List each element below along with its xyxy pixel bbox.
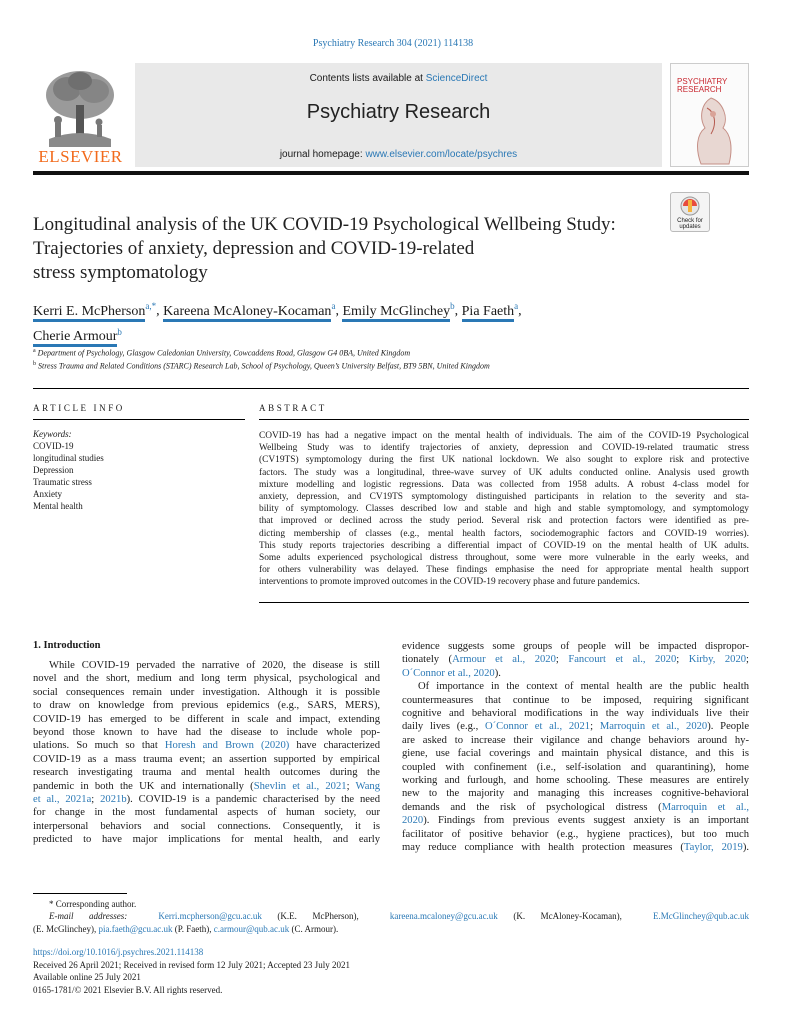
email-addresses-cont: (E. McGlinchey), pia.faeth@gcu.ac.uk (P. Faeth), c.armour@qub.ac.uk (C. Armour).: [33, 923, 339, 934]
text-segment: may reduce compliance with health protection measures (: [402, 842, 684, 854]
text-line: [33, 806, 380, 819]
text-segment: evidence suggests some groups of people will be impacted dispropor-: [402, 641, 749, 652]
text-segment: for change in the most fundamental aspects of human society, our: [33, 807, 380, 819]
available-online: Available online 25 July 2021: [33, 972, 141, 982]
publisher-name: ELSEVIER: [38, 147, 123, 166]
citation-link[interactable]: Horesh and Brown (2020): [164, 740, 290, 752]
journal-reference[interactable]: Psychiatry Research 304 (2021) 114138: [312, 38, 474, 49]
text-segment: ).: [494, 667, 501, 679]
citation-link[interactable]: Fancourt et al., 2020: [568, 654, 677, 666]
text-segment: ).: [742, 842, 749, 854]
text-segment: ;: [590, 721, 600, 733]
keyword: Anxiety: [33, 489, 62, 499]
abstract-text: [259, 430, 749, 589]
author-affiliation-marker[interactable]: a: [514, 301, 519, 311]
sciencedirect-link[interactable]: ScienceDirect: [425, 73, 488, 84]
title-line: Longitudinal analysis of the UK COVID-19 Psychological Wellbeing Study:: [33, 214, 616, 235]
text-line: [402, 734, 749, 747]
text-line: [33, 699, 380, 712]
text-line: [33, 686, 380, 699]
text-segment: giene, use facial coverings and maintain physical distance, and this is: [402, 748, 749, 760]
text-line: [402, 707, 749, 720]
text-segment: coupled with confinement (i.e., self-isolation and quarantining), home: [402, 761, 749, 773]
text-segment: new to the majority and managing this increases cognitive-behavioral: [402, 788, 749, 800]
email-addresses: E-mail addresses: Kerri.mcpherson@gcu.ac.uk (K.E. McPherson), kareena.mcaloney@gcu.ac.uk (K. McAloney-Kocaman), E.McGlinchey@qub.ac.uk: [49, 911, 750, 922]
author-affiliation-marker[interactable]: a,*: [145, 301, 157, 311]
body-column-left: [33, 659, 380, 847]
abstract-line: (CV19TS) symptomology during the first UK national lockdown. We also sought to explore risk and protective: [259, 455, 749, 466]
text-line: [402, 747, 749, 760]
text-line: [402, 814, 749, 827]
text-segment: facilitator of positive behavior (e.g., hygiene practices), but too much: [402, 828, 749, 840]
citation-link[interactable]: Wang: [355, 780, 380, 792]
text-line: [402, 774, 749, 787]
text-line: [402, 761, 749, 774]
text-segment: beyond those known to have had the disease to include whole pop-: [33, 727, 380, 739]
citation-link[interactable]: Shevlin et al., 2021: [253, 780, 347, 792]
publication-info: [33, 946, 749, 996]
text-line: [33, 739, 380, 752]
text-segment: have characterized: [289, 740, 381, 752]
elsevier-tree-icon: [39, 67, 121, 147]
keyword: Traumatic stress: [33, 477, 92, 487]
text-line: [33, 672, 380, 685]
text-segment: While COVID-19 pervaded the narrative of 2020, the disease is still: [49, 660, 380, 671]
author-list: Kerri E. McPherson$^{a,*}$, Kareena McAloney-Kocaman$^a$, Emily McGlinchey$^b$, Pia Faeth$^a$, Cherie Armour$^b$: [33, 296, 723, 347]
citation-link[interactable]: 2021b: [100, 794, 127, 806]
divider: [33, 419, 245, 420]
text-line: [402, 841, 749, 854]
abstract-line: factors. The study was a longitudinal, three-wave survey of UK adults conducted online. Analysis used growth: [259, 467, 749, 478]
abstract-line: anxiety, depression, and CV19TS symptomology distinguished participants in relation to the severity and sta-: [259, 492, 749, 503]
text-line: [402, 787, 749, 800]
keyword: longitudinal studies: [33, 453, 104, 463]
text-line: [402, 694, 749, 707]
citation-link[interactable]: Armour et al., 2020: [452, 654, 556, 666]
citation-link[interactable]: O´Connor et al., 2021: [485, 721, 591, 733]
text-segment: research investigating trauma and mental health outcomes during the: [33, 767, 380, 779]
email-link[interactable]: E.McGlinchey@qub.ac.uk: [653, 911, 750, 922]
abstract-line: Wellbeing Study was to identify trajectories of anxiety, depression and COVID-19-related traumatic stress: [259, 443, 749, 454]
text-line: [402, 828, 749, 841]
text-line: [402, 667, 749, 680]
footnote-divider: [33, 893, 127, 894]
cover-illustration: [671, 94, 749, 167]
text-line: [33, 766, 380, 779]
keyword: Depression: [33, 465, 74, 475]
email-link[interactable]: kareena.mcaloney@gcu.ac.uk: [389, 911, 498, 922]
text-line: [402, 720, 749, 733]
crossmark-label: Check for updates: [677, 218, 703, 230]
section-heading-introduction: 1. Introduction: [33, 640, 101, 651]
title-line: stress symptomatology: [33, 262, 208, 283]
corresponding-author-note: * Corresponding author.: [49, 899, 137, 909]
abstract-heading: ABSTRACT: [259, 403, 327, 413]
text-line: [33, 659, 380, 672]
text-line: [33, 753, 380, 766]
email-link[interactable]: pia.faeth@gcu.ac.uk: [98, 923, 173, 934]
text-segment: countermeasures that continue to be imposed, requiring significant: [402, 694, 749, 706]
article-title: [33, 213, 663, 285]
text-segment: ;: [676, 654, 689, 666]
abstract-line: that improved or declined across the study period. Several risk and protection factors were identified as pre-: [259, 516, 749, 527]
author-name[interactable]: Kerri E. McPherson: [33, 304, 145, 322]
title-line: Trajectories of anxiety, depression and COVID-19-related: [33, 238, 475, 259]
crossmark-icon: [680, 196, 700, 216]
journal-header: [33, 63, 749, 167]
keyword: Mental health: [33, 501, 83, 511]
keyword: COVID-19: [33, 441, 74, 451]
text-segment: novel and the short, medium and long term physical, psychological and: [33, 673, 380, 685]
divider: [33, 388, 749, 389]
affiliations: [33, 346, 753, 371]
keywords-label: Keywords:: [33, 429, 72, 439]
text-line: [33, 780, 380, 793]
abstract-line: mixture modelling and logistic regressions. Data was collected from 1958 adults. A robust 4-class model for: [259, 479, 749, 490]
text-line: [33, 833, 380, 846]
text-line: [33, 713, 380, 726]
text-segment: ;: [746, 654, 749, 666]
abstract-line: COVID-19 has had a negative impact on the mental health of individuals. The aim of the COVID-19 Psychological: [259, 431, 749, 441]
affiliation: $^a$ Department of Psychology, Glasgow Caledonian University, Cowcaddens Road, Glasgow G4 0BA, United Kingdom: [33, 348, 411, 358]
text-segment: predicted to have major implications for mental health, and early: [33, 834, 380, 846]
text-segment: ). Findings from previous events suggest anxiety is an important: [423, 815, 749, 827]
copyright: 0165-1781/© 2021 Elsevier B.V. All rights reserved.: [33, 984, 223, 995]
abstract-line: interventions to promote improved outcomes in the COVID-19 recovery phase and future pandemics.: [259, 577, 640, 588]
elsevier-logo[interactable]: [33, 63, 128, 167]
text-line: [402, 640, 749, 653]
abstract-line: This study reports trajectories describing a differential impact of COVID-19 on the mental health of UK adults.: [259, 540, 749, 551]
text-segment: are asked to increase their vigilance and change behaviors around hy-: [402, 734, 749, 746]
body-column-right: [402, 640, 749, 855]
text-segment: ;: [346, 780, 356, 792]
citation-link[interactable]: et al., 2021a: [33, 794, 92, 806]
author-name[interactable]: Kareena McAloney-Kocaman: [163, 304, 331, 322]
check-for-updates-badge[interactable]: [670, 192, 710, 232]
cover-title: PSYCHIATRY RESEARCH: [677, 77, 728, 94]
footnotes: [33, 898, 749, 935]
abstract-line: dicting membership of classes (e.g., mental health factors, sociodemographic factors and COVID-19 worries).: [259, 528, 749, 539]
text-segment: tionately (: [402, 654, 453, 666]
author-affiliation-marker[interactable]: b: [450, 301, 455, 311]
abstract-line: bility of symptomology. Classes described low and stable and high and stable symptomology, and symptomology: [259, 504, 749, 515]
author-name[interactable]: Emily McGlinchey: [342, 304, 450, 322]
citation-link[interactable]: Taylor, 2019: [683, 842, 743, 854]
text-segment: Of importance in the context of mental health are the public health: [418, 681, 749, 693]
homepage-link[interactable]: www.elsevier.com/locate/psychres: [365, 149, 518, 160]
affiliation: $^b$ Stress Trauma and Related Conditions (STARC) Research Lab, School of Psychology, Queen’s University Belfast, BT9 5BN, United Kingdom: [33, 360, 490, 371]
text-segment: ;: [91, 794, 101, 806]
journal-homepage: journal homepage: www.elsevier.com/locate/psychres: [279, 149, 518, 160]
text-segment: daily lives (e.g.,: [402, 721, 485, 733]
journal-info-box: [135, 63, 662, 167]
contents-available: Contents lists available at ScienceDirect: [309, 73, 488, 84]
text-segment: ). COVID-19 is a pandemic characterised by the need: [126, 794, 380, 806]
text-segment: social consequences remain under investigation. Although it is possible: [33, 686, 380, 698]
text-line: [33, 793, 380, 806]
text-segment: ulations. So much so that: [33, 740, 165, 752]
journal-title: Psychiatry Research: [306, 101, 491, 123]
header-divider: [33, 171, 749, 175]
text-segment: ;: [555, 654, 569, 666]
text-segment: cognitive and behavioral modifications in the way individuals live their: [402, 708, 749, 720]
author-name[interactable]: Cherie Armour: [33, 329, 117, 347]
citation-link[interactable]: Kirby, 2020: [688, 654, 747, 666]
text-line: [402, 801, 749, 814]
citation-link[interactable]: Marroquin et al., 2020: [599, 721, 708, 733]
received-dates: Received 26 April 2021; Received in revised form 12 July 2021; Accepted 23 July 2021: [33, 959, 350, 970]
text-segment: ). People: [707, 721, 750, 733]
abstract-line: Some adults experienced psychological distress throughout, some were more vulnerable in the early weeks, and: [259, 553, 749, 564]
text-line: [33, 726, 380, 739]
text-segment: COVID-19 has emerged to be different in scale and impact, extending: [33, 713, 380, 725]
divider: [259, 419, 749, 420]
text-line: [402, 680, 749, 693]
author-affiliation-marker[interactable]: b: [117, 326, 122, 337]
citation-link[interactable]: O´Connor et al., 2020: [402, 667, 495, 679]
text-segment: interpersonal behaviors and social connections. Consequently, it is: [33, 820, 380, 832]
text-line: [402, 653, 749, 666]
abstract-line: for others vulnerability was delayed. These findings emphasise the need for appropriate mental health support: [259, 565, 749, 576]
citation-link[interactable]: Marroquin et al.,: [661, 801, 749, 813]
text-segment: pandemic in both the UK and internationally (: [33, 780, 254, 792]
journal-cover-thumbnail[interactable]: [670, 63, 749, 167]
citation-link[interactable]: 2020: [402, 815, 424, 827]
text-segment: to draw on knowledge from previous epidemics (e.g., SARS, MERS),: [33, 700, 380, 712]
text-segment: working and furlough, and home schooling. These measures are entirely: [402, 775, 749, 787]
email-link[interactable]: Kerri.mcpherson@gcu.ac.uk: [158, 911, 262, 922]
text-segment: COVID-19 as a mass trauma event; an assertion supported by empirical: [33, 753, 380, 765]
email-link[interactable]: c.armour@qub.ac.uk: [213, 923, 290, 934]
keywords-block: [33, 428, 243, 512]
text-segment: demands and the risk of psychological distress (: [402, 801, 662, 813]
article-info-heading: ARTICLE INFO: [33, 403, 125, 413]
divider: [259, 602, 749, 603]
doi-link[interactable]: https://doi.org/10.1016/j.psychres.2021.114138: [33, 947, 204, 957]
author-name[interactable]: Pia Faeth: [462, 304, 515, 322]
text-line: [33, 820, 380, 833]
author-affiliation-marker[interactable]: a: [331, 301, 336, 311]
